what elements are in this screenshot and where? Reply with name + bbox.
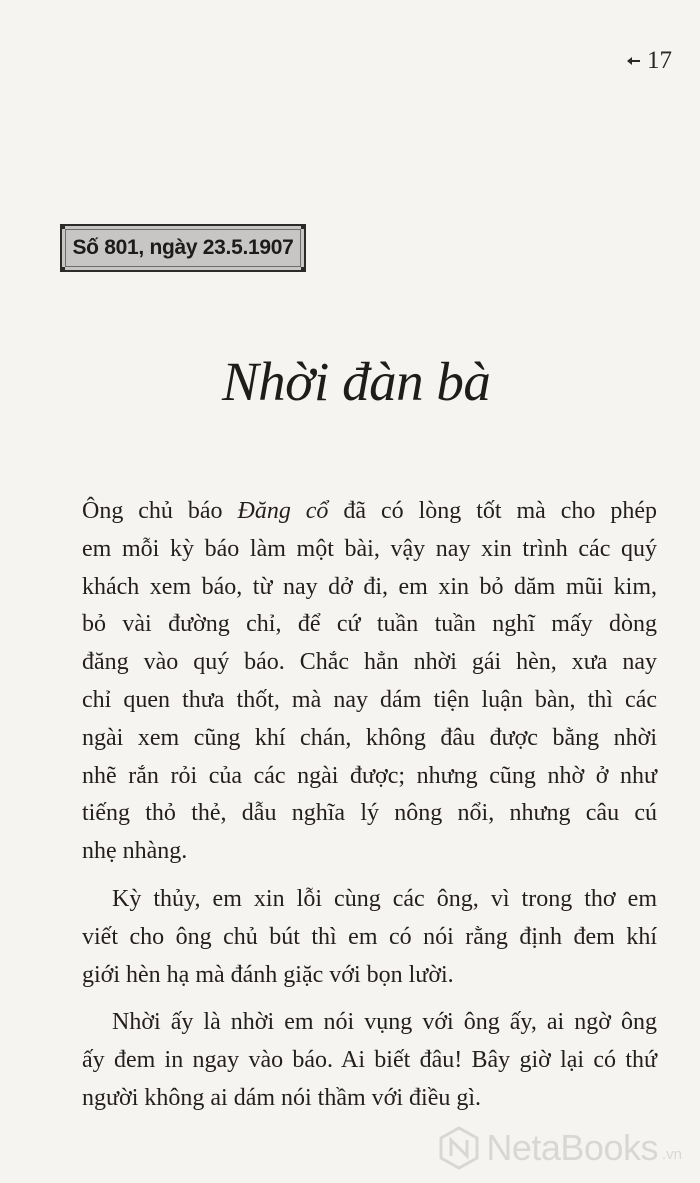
paragraph-1 bbox=[82, 493, 657, 871]
page-number-block bbox=[626, 47, 672, 75]
badge-corner bbox=[301, 224, 306, 229]
text-line: Ông chủ báo Đăng cổ đã có lòng tốt mà cho phép bbox=[82, 498, 657, 524]
text-line: viết cho ông chủ bút thì em có nói rằng định đem khí bbox=[82, 923, 657, 950]
show-through-text bbox=[90, 118, 690, 158]
paragraph-2 bbox=[82, 881, 657, 994]
page-number: 17 bbox=[647, 47, 672, 74]
paragraph-3 bbox=[82, 1004, 657, 1117]
badge-corner bbox=[60, 224, 65, 229]
text-line: em mỗi kỳ báo làm một bài, vậy nay xin trình các quý bbox=[82, 535, 657, 562]
ornament-icon bbox=[626, 56, 641, 66]
text-line: tiếng thỏ thẻ, dẫu nghĩa lý nông nổi, nhưng câu cú bbox=[82, 800, 657, 827]
text-line: người không ai dám nói thầm với điều gì. bbox=[82, 1084, 482, 1111]
text-line: bỏ vài đường chỉ, để cứ tuần tuần nghĩ mấy dòng bbox=[82, 611, 657, 638]
text-line: Nhời ấy là nhời em nói vụng với ông ấy, ai ngờ ông bbox=[112, 1009, 657, 1036]
article-body bbox=[82, 493, 657, 1118]
watermark bbox=[436, 1125, 682, 1171]
text-line: đăng vào quý báo. Chắc hẳn nhời gái hèn, xưa nay bbox=[82, 649, 657, 676]
text-line: Kỳ thủy, em xin lỗi cùng các ông, vì trong thơ em bbox=[112, 885, 657, 912]
badge-corner bbox=[60, 267, 65, 272]
article-title: Nhời đàn bà bbox=[222, 351, 491, 412]
text-line: ngài xem cũng khí chán, không đâu được bằng nhời bbox=[82, 724, 657, 751]
text-line: khách xem báo, từ nay dở đi, em xin bỏ dăm mũi kim, bbox=[82, 573, 657, 600]
text-line: nhẽ rắn rỏi của các ngài được; nhưng cũng nhờ ở như bbox=[82, 762, 657, 789]
watermark-suffix: .vn bbox=[661, 1146, 682, 1163]
text-line: giới hèn hạ mà đánh giặc với bọn lười. bbox=[82, 961, 454, 988]
netabooks-logo-icon bbox=[436, 1125, 482, 1171]
watermark-brand: NetaBooks bbox=[486, 1127, 658, 1168]
text-line: nhẹ nhàng. bbox=[82, 838, 188, 865]
issue-label: Số 801, ngày 23.5.1907 bbox=[72, 236, 294, 259]
text-line: ấy đem in ngay vào báo. Ai biết đâu! Bây giờ lại có thứ bbox=[82, 1047, 657, 1074]
badge-corner bbox=[301, 267, 306, 272]
text-line: chỉ quen thưa thốt, mà nay dám tiện luận bàn, thì các bbox=[82, 686, 657, 713]
issue-badge bbox=[60, 224, 306, 272]
